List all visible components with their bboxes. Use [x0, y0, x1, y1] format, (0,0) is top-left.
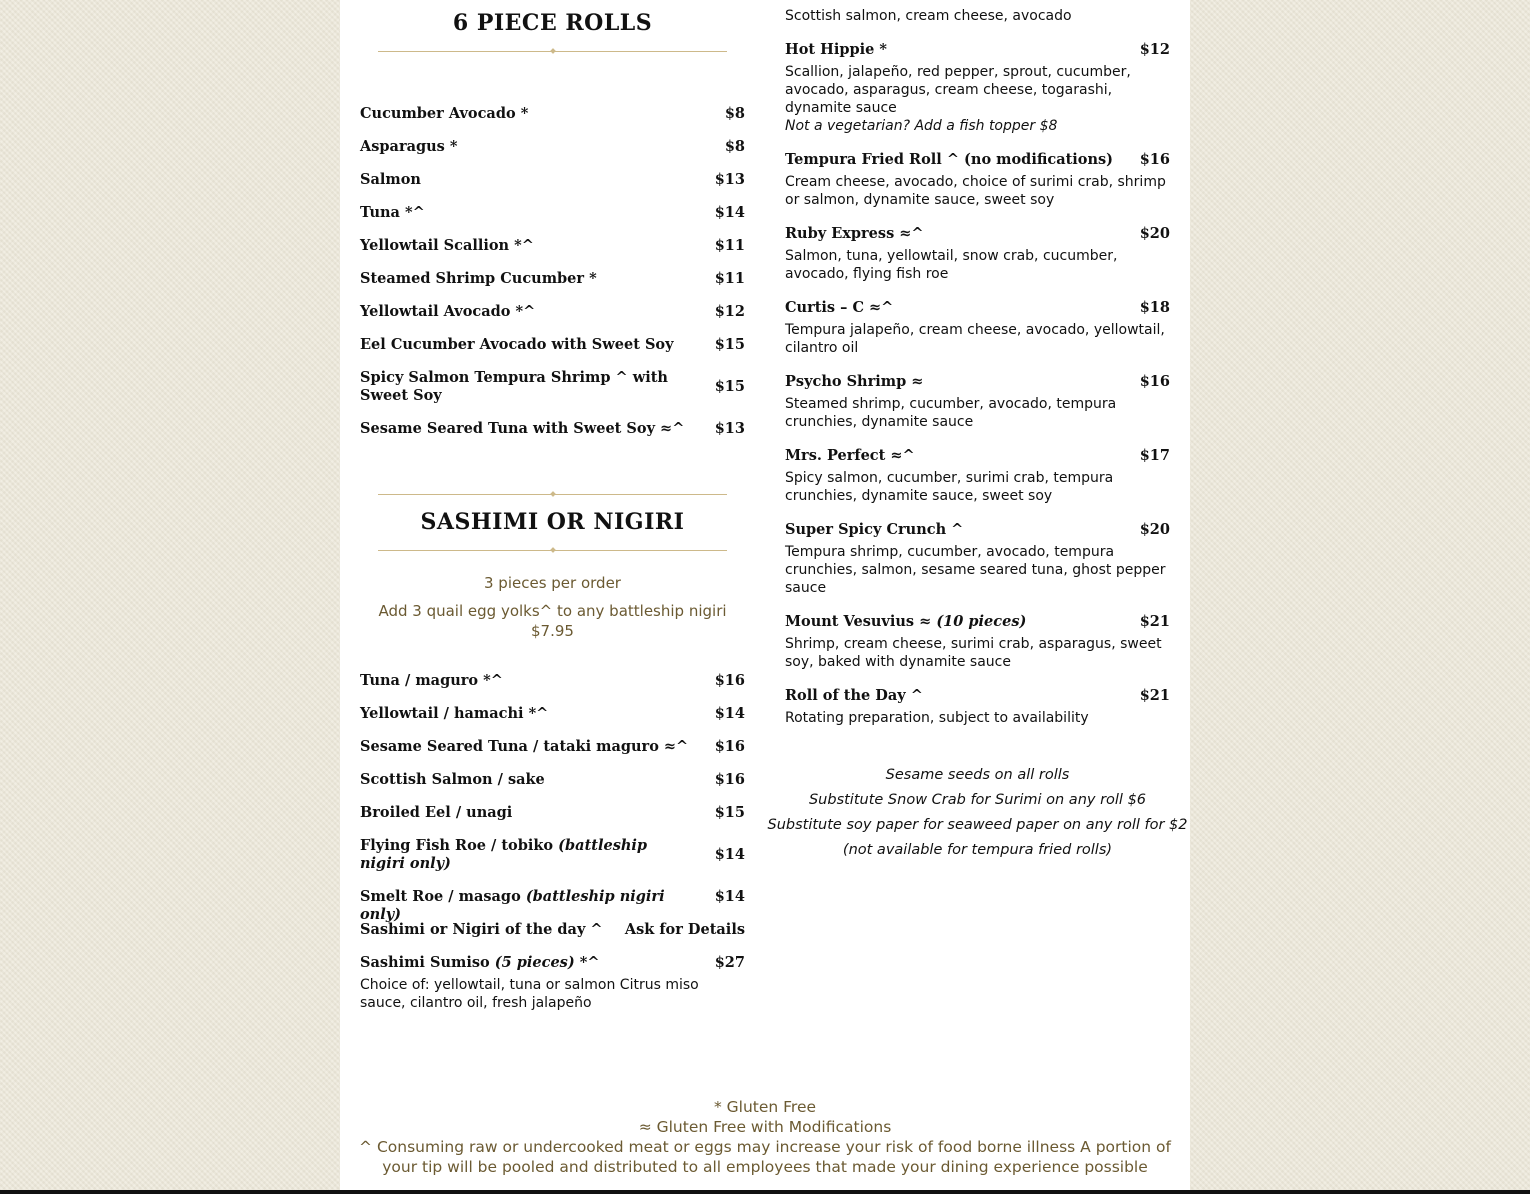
item-name: [360, 837, 745, 873]
item-name: Curtis – C ≈^: [785, 299, 894, 316]
item-price: $21: [1139, 687, 1170, 704]
section-divider: [378, 550, 727, 551]
menu-panel: [340, 0, 1190, 1190]
item-note: (battleship nigiri only): [360, 888, 665, 923]
item-price: $14: [714, 705, 745, 722]
menu-item: [360, 369, 745, 405]
item-note: (10 pieces): [936, 613, 1027, 630]
menu-item: [785, 299, 1170, 357]
menu-item: [360, 237, 745, 255]
item-name-text: Flying Fish Roe / tobiko: [360, 837, 554, 854]
menu-item: [785, 687, 1170, 727]
menu-item: [360, 738, 745, 756]
item-name: Yellowtail Avocado *^: [360, 303, 536, 320]
item-name: Ruby Express ≈^: [785, 225, 924, 242]
item-name: Psycho Shrimp ≈: [785, 373, 924, 390]
item-price: $8: [724, 138, 745, 155]
item-price: $16: [714, 672, 745, 689]
item-name: [360, 954, 745, 972]
menu-item: [360, 303, 745, 321]
menu-item: [360, 771, 745, 789]
menu-item: [360, 921, 745, 939]
item-price: $12: [1139, 41, 1170, 58]
rule-line: (not available for tempura fried rolls): [842, 842, 1113, 858]
item-description: Scottish salmon, cream cheese, avocado: [785, 8, 1072, 24]
item-price: $15: [714, 804, 745, 821]
menu-item: [785, 151, 1170, 209]
menu-item: [785, 41, 1170, 135]
menu-item: [785, 613, 1170, 671]
item-price: $16: [714, 738, 745, 755]
item-price: $12: [714, 303, 745, 320]
item-name: Eel Cucumber Avocado with Sweet Soy: [360, 336, 674, 353]
item-price: $13: [714, 171, 745, 188]
menu-item: [785, 521, 1170, 597]
menu-item: [360, 888, 745, 924]
item-name: Tuna / maguro *^: [360, 672, 503, 689]
section-divider: [378, 494, 727, 495]
item-name: Tempura Fried Roll ^ (no modifications): [785, 151, 1114, 168]
item-name-text: Sashimi Sumiso: [360, 954, 490, 971]
menu-item-partial: [785, 7, 1170, 25]
item-aside: Not a vegetarian? Add a fish topper $8: [785, 118, 1058, 134]
item-name: Asparagus *: [360, 138, 458, 155]
rolls-section-title: 6 PIECE ROLLS: [452, 10, 653, 36]
item-name: Spicy Salmon Tempura Shrimp ^ with Sweet Soy: [360, 369, 668, 404]
menu-item: [360, 672, 745, 690]
item-price: $15: [714, 378, 745, 395]
item-price: $14: [714, 204, 745, 221]
item-description: Scallion, jalapeño, red pepper, sprout, cucumber, avocado, asparagus, cream cheese, togarashi, dynamite sauce: [785, 64, 1131, 116]
item-name: Sesame Seared Tuna / tataki maguro ≈^: [360, 738, 689, 755]
roll-rules: [760, 763, 1195, 863]
item-name: Tuna *^: [360, 204, 425, 221]
legend-gluten-free: * Gluten Free: [713, 1098, 817, 1116]
item-price: $27: [714, 954, 745, 971]
item-name: Sashimi or Nigiri of the day ^: [360, 921, 603, 938]
item-name: Cucumber Avocado *: [360, 105, 529, 122]
menu-item: [360, 705, 745, 723]
rule-line: Sesame seeds on all rolls: [885, 767, 1070, 783]
section-divider: [378, 51, 727, 52]
item-description: Cream cheese, avocado, choice of surimi crab, shrimp or salmon, dynamite sauce, sweet soy: [785, 174, 1166, 208]
item-name-text: Smelt Roe / masago: [360, 888, 521, 905]
bottom-border: [0, 1190, 1530, 1194]
dietary-legend: [340, 1097, 1190, 1177]
menu-item: [360, 138, 745, 156]
item-description: Shrimp, cream cheese, surimi crab, asparagus, sweet soy, baked with dynamite sauce: [785, 636, 1162, 670]
item-price: $14: [714, 846, 745, 863]
item-price: $21: [1139, 613, 1170, 630]
item-description: Salmon, tuna, yellowtail, snow crab, cucumber, avocado, flying fish roe: [785, 248, 1118, 282]
item-description: Tempura shrimp, cucumber, avocado, tempura crunchies, salmon, sesame seared tuna, ghost pepper sauce: [785, 544, 1166, 596]
item-price: $11: [714, 270, 745, 287]
item-name: Yellowtail Scallion *^: [360, 237, 534, 254]
rule-line: Substitute soy paper for seaweed paper on any roll for $2: [767, 817, 1188, 833]
menu-item: [360, 837, 745, 873]
item-name: Sesame Seared Tuna with Sweet Soy ≈^: [360, 420, 685, 437]
item-price: $13: [714, 420, 745, 437]
item-price: Ask for Details: [624, 921, 745, 938]
item-description: Spicy salmon, cucumber, surimi crab, tempura crunchies, dynamite sauce, sweet soy: [785, 470, 1114, 504]
item-description: Rotating preparation, subject to availability: [785, 710, 1089, 726]
sashimi-section-title: SASHIMI OR NIGIRI: [420, 509, 685, 535]
item-name: Hot Hippie *: [785, 41, 887, 58]
rule-line: Substitute Snow Crab for Surimi on any roll $6: [808, 792, 1147, 808]
item-price: $17: [1139, 447, 1170, 464]
item-price: $20: [1139, 225, 1170, 242]
menu-item: [360, 420, 745, 438]
menu-item: [360, 336, 745, 354]
item-price: $16: [1139, 151, 1170, 168]
item-description: Choice of: yellowtail, tuna or salmon Citrus miso sauce, cilantro oil, fresh jalapeño: [360, 977, 699, 1011]
item-price: $14: [714, 888, 745, 905]
item-price: $16: [1139, 373, 1170, 390]
item-description: Tempura jalapeño, cream cheese, avocado, yellowtail, cilantro oil: [785, 322, 1165, 356]
menu-item: [360, 270, 745, 288]
menu-item: [360, 804, 745, 822]
menu-item: [785, 373, 1170, 431]
item-name: [360, 888, 745, 924]
item-price: $15: [714, 336, 745, 353]
menu-item: [785, 447, 1170, 505]
item-name: Scottish Salmon / sake: [360, 771, 545, 788]
item-name: Broiled Eel / unagi: [360, 804, 513, 821]
item-price: $18: [1139, 299, 1170, 316]
item-name: Steamed Shrimp Cucumber *: [360, 270, 597, 287]
pieces-note: 3 pieces per order: [484, 574, 621, 592]
menu-item: [360, 105, 745, 123]
item-name-text: Mount Vesuvius ≈: [785, 613, 932, 630]
legend-gluten-free-mod: ≈ Gluten Free with Modifications: [638, 1118, 892, 1136]
menu-item: [360, 204, 745, 222]
item-price: $16: [714, 771, 745, 788]
item-price: $8: [724, 105, 745, 122]
quail-egg-note: Add 3 quail egg yolks^ to any battleship nigiri $7.95: [378, 602, 727, 640]
item-description: Steamed shrimp, cucumber, avocado, tempura crunchies, dynamite sauce: [785, 396, 1117, 430]
item-name: Mrs. Perfect ≈^: [785, 447, 915, 464]
menu-item: [360, 171, 745, 189]
item-price: $11: [714, 237, 745, 254]
legend-raw-warning: ^ Consuming raw or undercooked meat or eggs may increase your risk of food borne illness A portion of your tip will be pooled and distributed to all employees that made your dining experience possible: [359, 1138, 1171, 1176]
menu-item: [360, 954, 745, 1012]
item-note: (5 pieces) *^: [494, 954, 600, 971]
menu-item: [785, 225, 1170, 283]
item-price: $20: [1139, 521, 1170, 538]
item-name: Salmon: [360, 171, 421, 188]
item-name: Yellowtail / hamachi *^: [360, 705, 549, 722]
item-note: (battleship nigiri only): [360, 837, 648, 872]
item-name: [785, 613, 1170, 631]
item-name: Super Spicy Crunch ^: [785, 521, 964, 538]
item-name: Roll of the Day ^: [785, 687, 923, 704]
